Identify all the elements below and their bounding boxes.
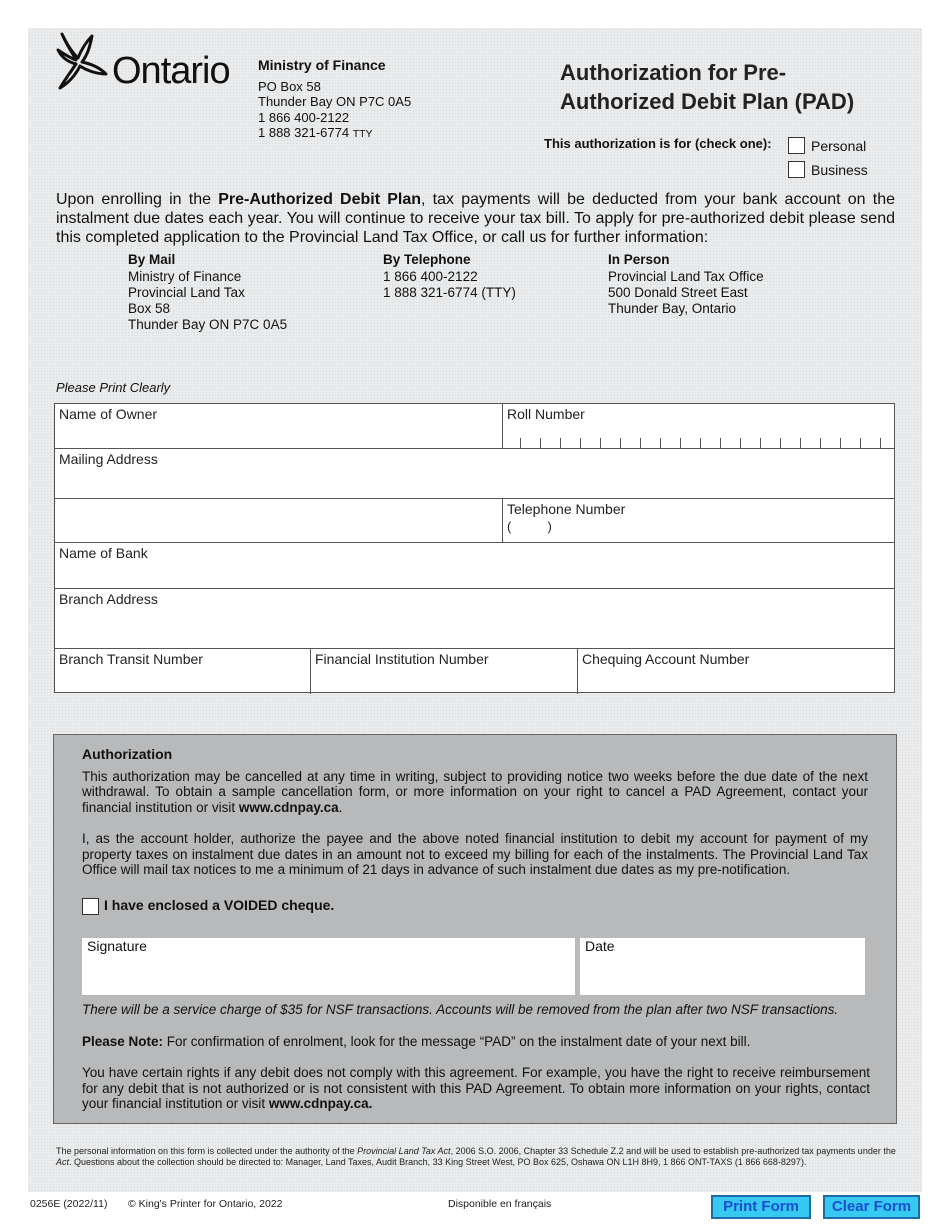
chequing-account-field[interactable]: Chequing Account Number	[582, 651, 750, 667]
rights-paragraph: You have certain rights if any debit does not comply with this agreement. For example, you have the right to receive reimbursement for any debit that is not authorized or is not consistent with this PAD Agreement. To obtain more information on your rights, contact your financial institution or visit www.cdnpay.ca.	[82, 1065, 870, 1111]
option-business[interactable]: Business	[788, 161, 868, 178]
institution-number-field[interactable]: Financial Institution Number	[315, 651, 489, 667]
print-form-button[interactable]: Print Form	[711, 1195, 811, 1219]
applicant-form-grid	[54, 403, 895, 693]
business-checkbox[interactable]	[788, 161, 805, 178]
ministry-address	[258, 58, 411, 143]
ministry-name: Ministry of Finance	[258, 57, 386, 73]
phone-line: 1 866 400-2122	[258, 109, 350, 125]
cdnpay-link[interactable]: www.cdnpay.ca	[238, 799, 339, 815]
roll-number-field[interactable]: Roll Number	[503, 404, 895, 448]
form-page	[28, 28, 922, 1215]
consent-paragraph: I, as the account holder, authorize the payee and the above noted financial institution to debit my account for payment of my property taxes on instalment due dates in an amount not to exceed my billing for each of the instalments. The Provincial Land Tax Office will mail tax notices to me a minimum of 21 days in advance of such instalment due dates as my pre-notification.	[82, 831, 868, 877]
cdnpay-link[interactable]: www.cdnpay.ca.	[268, 1096, 373, 1111]
form-number: 0256E (2022/11)	[30, 1198, 108, 1210]
bank-name-field[interactable]: Name of Bank	[59, 545, 148, 561]
enrolment-note: Please Note: For confirmation of enrolment, look for the message “PAD” on the instalment date of your next bill.	[82, 1033, 751, 1049]
trillium-icon	[52, 28, 112, 94]
ontario-logo	[52, 28, 242, 98]
mailing-address-field[interactable]: Mailing Address	[59, 451, 158, 467]
phone-line: 1 888 321-6774 TTY	[258, 125, 373, 140]
copyright: © King's Printer for Ontario, 2022	[128, 1198, 283, 1210]
voided-cheque-option[interactable]: I have enclosed a VOIDED cheque.	[82, 898, 868, 915]
voided-cheque-checkbox[interactable]	[82, 898, 99, 915]
owner-name-field[interactable]: Name of Owner	[59, 406, 158, 422]
address-line: Thunder Bay ON P7C 0A5	[258, 94, 412, 109]
intro-paragraph: Upon enrolling in the Pre-Authorized Debit Plan, tax payments will be deducted from your bank account on the instalment due dates each year. You will continue to receive your tax bill. To apply for pre-authorized debit please send this completed application to the Provincial Land Tax Office, or call us for further information:	[56, 191, 895, 246]
telephone-field[interactable]: Telephone Number ( )	[507, 501, 626, 534]
print-clearly-note: Please Print Clearly	[56, 380, 171, 395]
cancellation-paragraph: This authorization may be cancelled at any time in writing, subject to providing notice two weeks before the due date of the next withdrawal. To obtain a sample cancellation form, or more information on your right to cancel a PAD Agreement, contact your financial institution or visit www.cdnpay.ca.	[82, 768, 868, 815]
branch-address-field[interactable]: Branch Address	[59, 591, 158, 607]
check-prompt: This authorization is for (check one):	[544, 136, 772, 151]
nsf-notice: There will be a service charge of $35 for NSF transactions. Accounts will be removed from the plan after two NSF transactions.	[82, 1002, 839, 1017]
personal-checkbox[interactable]	[788, 137, 805, 154]
mailing-address-line2-field[interactable]	[55, 499, 502, 542]
authorization-heading: Authorization	[82, 746, 173, 762]
french-availability: Disponible en français	[448, 1198, 552, 1210]
option-personal[interactable]: Personal	[788, 137, 866, 154]
contact-by-telephone: By Telephone 1 866 400-2122 1 888 321-6774 (TTY)	[383, 252, 516, 300]
contact-in-person: In Person Provincial Land Tax Office 500 Donald Street East Thunder Bay, Ontario	[608, 252, 764, 316]
branch-transit-field[interactable]: Branch Transit Number	[59, 651, 203, 667]
contact-by-mail: By Mail Ministry of Finance Provincial Land Tax Box 58 Thunder Bay ON P7C 0A5	[128, 252, 288, 332]
privacy-notice: The personal information on this form is collected under the authority of the Provincial Land Tax Act, 2006 S.O. 2006, Chapter 33 Schedule Z.2 and will be used to establish pre-authorized tax payments under the Act. Questions about the collection should be directed to: Manager, Land Taxes, Audit Branch, 33 King Street West, PO Box 625, Oshawa ON L1H 8H9, 1 866 ONT-TAXS (1 866 668-8297).	[56, 1146, 896, 1167]
clear-form-button[interactable]: Clear Form	[823, 1195, 920, 1219]
date-field[interactable]: Date	[580, 938, 865, 995]
signature-field[interactable]: Signature	[82, 938, 575, 995]
authorization-section	[53, 734, 897, 1124]
address-line: PO Box 58	[258, 78, 321, 94]
ontario-wordmark: Ontario	[112, 50, 230, 92]
form-title: Authorization for Pre- Authorized Debit Plan (PAD)	[560, 60, 855, 114]
